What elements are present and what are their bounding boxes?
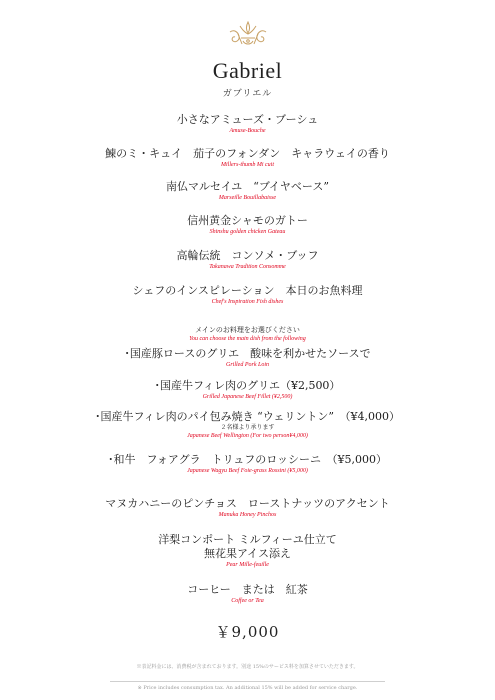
main-dish-item <box>0 379 495 401</box>
main-dish-item <box>0 453 495 475</box>
course-name: シェフのインスピレーション 本日のお魚料理 <box>132 284 363 297</box>
dessert-item <box>0 533 495 569</box>
main-choice-label-en: You can choose the main dish from the following <box>189 336 306 342</box>
course-name: 南仏マルセイユ “ブイヤベース” <box>166 180 329 193</box>
course-name-en: Marseille Bouillabaisse <box>218 195 277 201</box>
restaurant-title: Gabriel <box>212 58 283 83</box>
footer-note: ※表記料金には、消費税が含まれております。別途 15%のサービス料を加算させていただきます。 <box>136 664 359 670</box>
course-name-en: Millers-thumb Mi cuit <box>221 162 274 168</box>
dessert-item <box>0 497 495 519</box>
main-dish-name: ･国産豚ロースのグリエ 酸味を利かせたソースで <box>124 347 371 360</box>
main-dish-item <box>0 410 495 440</box>
main-choice-label: メインのお料理をお選びください <box>195 326 300 334</box>
main-dish-name-en: Japanese Beef Wellington (For two person¥4,000) <box>187 433 308 439</box>
main-choice-heading <box>0 326 495 343</box>
course-item <box>0 284 495 306</box>
main-dish-name: ･国産牛フィレ肉のグリエ（¥2,500） <box>154 379 341 392</box>
course-item <box>0 113 495 135</box>
course-name-en: Shinshu golden chicken Gateau <box>209 229 286 235</box>
course-name: 鰊のミ・キュイ 茄子のフォンダン キャラウェイの香り <box>105 147 390 160</box>
course-item <box>0 249 495 271</box>
dessert-name: コーヒー または 紅茶 <box>187 583 308 596</box>
dessert-name: マヌカハニーのピンチョス ローストナッツのアクセント <box>105 497 390 510</box>
dessert-name-en: Coffee or Tea <box>231 598 264 604</box>
footer-divider <box>110 681 385 682</box>
course-item <box>0 147 495 169</box>
dessert-item <box>0 583 495 605</box>
course-name-en: Takanawa Tradition Consomme <box>209 264 286 270</box>
footer-note-en: ※ Price includes consumption tax. An additional 15% will be added for service charge. <box>137 685 358 691</box>
main-dish-name: ･国産牛フィレ肉のパイ包み焼き “ウェリントン” （¥4,000） <box>95 410 400 423</box>
main-dish-name-en: Grilled Pork Loin <box>226 362 269 368</box>
main-dish-name: ･和牛 フォアグラ トリュフのロッシーニ （¥5,000） <box>107 453 388 466</box>
main-dish-item <box>0 347 495 369</box>
course-name: 信州黄金シャモのガトー <box>187 214 308 227</box>
crest-ornament-icon <box>226 20 270 48</box>
restaurant-subtitle: ガブリエル <box>222 89 273 99</box>
main-dish-name-en: Grilled Japanese Beef Fillet (¥2,500) <box>202 394 293 400</box>
course-item <box>0 214 495 236</box>
dessert-name: 洋梨コンポート ミルフィーユ仕立て <box>158 533 337 546</box>
course-price: ￥9,000 <box>215 623 280 641</box>
course-name: 小さなアミューズ・ブーシュ <box>176 113 319 126</box>
dessert-name-line2: 無花果アイス添え <box>204 547 291 560</box>
main-dish-note: ２名様より承ります <box>220 424 275 431</box>
course-name: 高輪伝統 コンソメ・ブッフ <box>176 249 319 262</box>
course-name-en: Chef's Inspiration Fish dishes <box>211 299 284 305</box>
dessert-name-en: Manuka Honey Pinchos <box>218 512 277 518</box>
dessert-name-en: Pear Mille-feuille <box>226 562 269 568</box>
course-name-en: Amuse-Bouche <box>229 128 266 134</box>
course-item <box>0 180 495 202</box>
main-dish-name-en: Japanese Wagyu Beef Foie-grass Rossini (¥5,000) <box>187 468 308 474</box>
